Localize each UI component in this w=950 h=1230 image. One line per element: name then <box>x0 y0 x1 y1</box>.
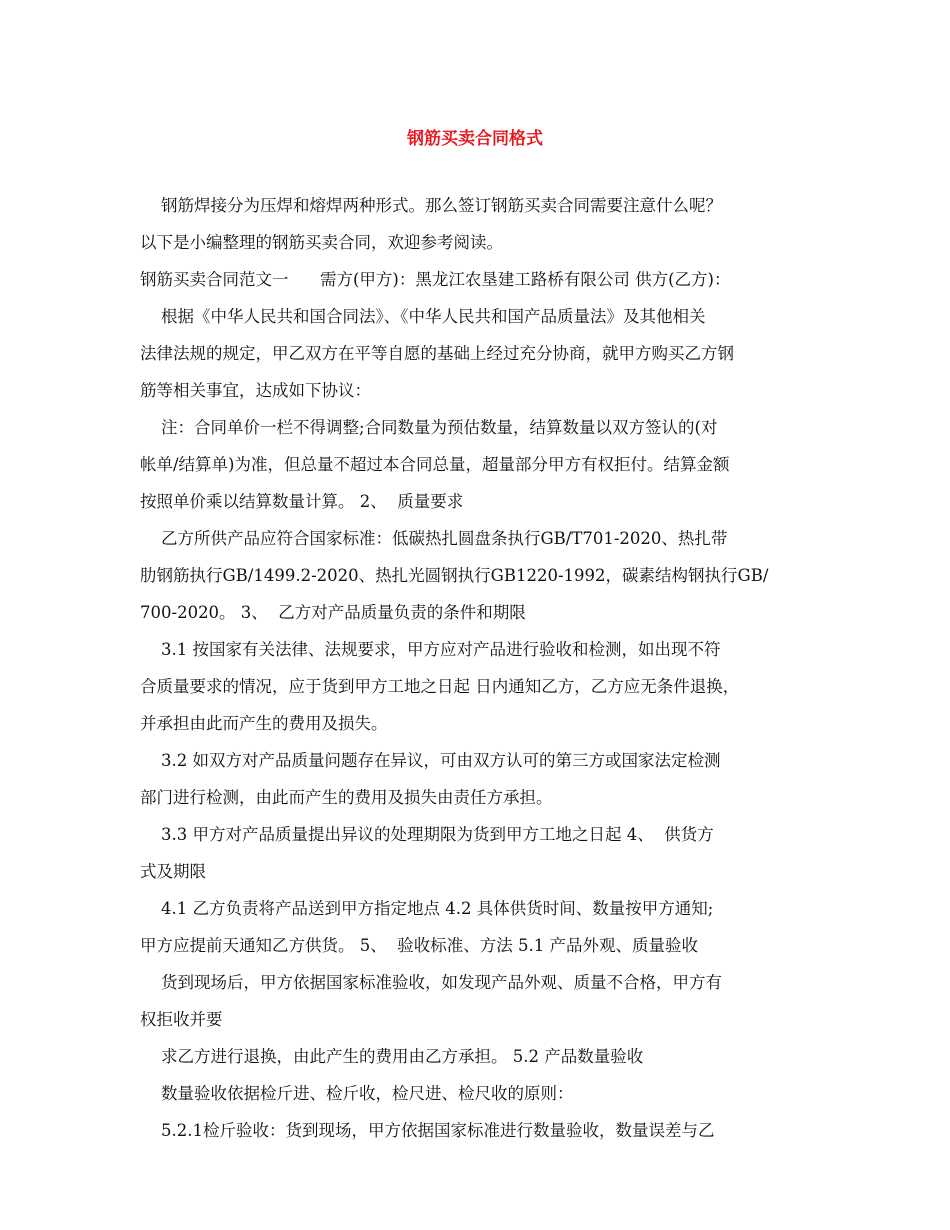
text-line: 根据《中华人民共和国合同法》、《中华人民共和国产品质量法》及其他相关 <box>140 307 706 326</box>
text-line: 货到现场后，甲方依据国家标准验收，如发现产品外观、质量不合格，甲方有 <box>140 973 722 992</box>
text-line: 乙方所供产品应符合国家标准：低碳热扎圆盘条执行GB/T701-2020、热扎带 <box>140 529 728 548</box>
text-line: 筋等相关事宜，达成如下协议： <box>140 381 371 400</box>
text-line: 3.1 按国家有关法律、法规要求，甲方应对产品进行验收和检测，如出现不符 <box>140 640 721 659</box>
document-title: 钢筋买卖合同格式 <box>407 129 543 149</box>
document-body <box>140 187 830 1149</box>
text-line: 以下是小编整理的钢筋买卖合同，欢迎参考阅读。 <box>140 233 503 252</box>
text-line: 甲方应提前天通知乙方供货。 5、 验收标准、方法 5.1 产品外观、质量验收 <box>140 936 698 955</box>
text-line: 帐单/结算单)为准，但总量不超过本合同总量，超量部分甲方有权拒付。结算金额 <box>140 455 730 474</box>
text-line: 数量验收依据检斤进、检斤收，检尺进、检尺收的原则： <box>140 1084 574 1103</box>
text-line: 肋钢筋执行GB/1499.2-2020、热扎光圆钢执行GB1220-1992，碳素结构钢执行GB/ <box>140 566 769 585</box>
text-line: 部门进行检测，由此而产生的费用及损失由责任方承担。 <box>140 788 553 807</box>
text-line: 钢筋焊接分为压焊和熔焊两种形式。那么签订钢筋买卖合同需要注意什么呢？ <box>140 196 722 215</box>
text-line: 700-2020。 3、 乙方对产品质量负责的条件和期限 <box>140 603 526 622</box>
text-line: 5.2.1检斤验收：货到现场，甲方依据国家标准进行数量验收，数量误差与乙 <box>140 1121 715 1140</box>
text-line: 3.3 甲方对产品质量提出异议的处理期限为货到甲方工地之日起 4、 供货方 <box>140 825 714 844</box>
text-line: 求乙方进行退换，由此产生的费用由乙方承担。 5.2 产品数量验收 <box>140 1047 644 1066</box>
text-line: 按照单价乘以结算数量计算。 2、 质量要求 <box>140 492 464 511</box>
text-line: 权拒收并要 <box>140 1010 223 1029</box>
text-line: 注：合同单价一栏不得调整;合同数量为预估数量，结算数量以双方签认的(对 <box>140 418 718 437</box>
text-line: 3.2 如双方对产品质量问题存在异议，可由双方认可的第三方或国家法定检测 <box>140 751 721 770</box>
text-line: 合质量要求的情况，应于货到甲方工地之日起 日内通知乙方，乙方应无条件退换， <box>140 677 740 696</box>
text-line: 4.1 乙方负责将产品送到甲方指定地点 4.2 具体供货时间、数量按甲方通知; <box>140 899 714 918</box>
text-line: 法律法规的规定，甲乙双方在平等自愿的基础上经过充分协商，就甲方购买乙方钢 <box>140 344 734 363</box>
text-line: 钢筋买卖合同范文一 需方(甲方)：黑龙江农垦建工路桥有限公司 供方(乙方)： <box>140 270 731 289</box>
text-line: 并承担由此而产生的费用及损失。 <box>140 714 388 733</box>
text-line: 式及期限 <box>140 862 206 881</box>
